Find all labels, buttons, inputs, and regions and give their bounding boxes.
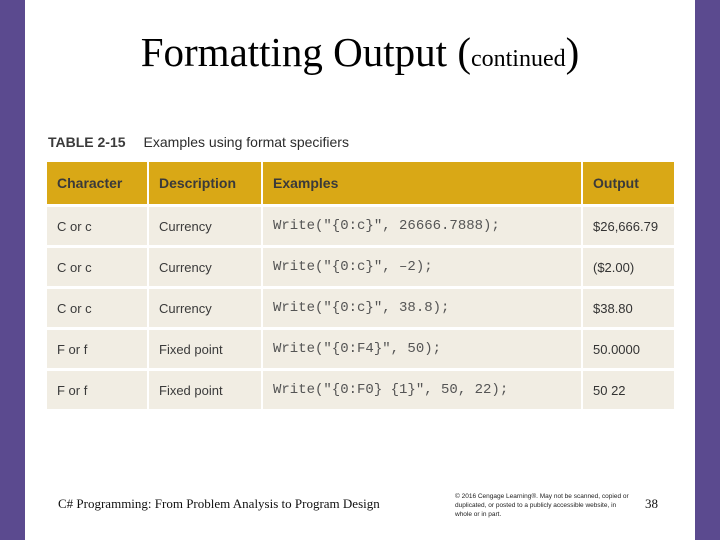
cell-example: Write("{0:F0} {1}", 50, 22);: [262, 370, 582, 410]
title-close-paren: ): [565, 29, 580, 75]
table-row: [47, 247, 674, 288]
cell-example: Write("{0:c}", –2);: [262, 247, 582, 288]
table-row: [47, 370, 674, 410]
cell-output: 50 22: [582, 370, 674, 410]
cell-description: Fixed point: [148, 370, 262, 410]
cell-description: Currency: [148, 247, 262, 288]
header-character: Character: [47, 162, 148, 206]
cell-output: 50.0000: [582, 329, 674, 370]
cell-output: $26,666.79: [582, 206, 674, 247]
table-row: [47, 329, 674, 370]
table-header-row: [47, 162, 674, 206]
cell-character: C or c: [47, 206, 148, 247]
header-examples: Examples: [262, 162, 582, 206]
cell-output: $38.80: [582, 288, 674, 329]
table-row: [47, 288, 674, 329]
cell-character: C or c: [47, 288, 148, 329]
footer-copyright: © 2016 Cengage Learning®. May not be scanned, copied or duplicated, or posted to a publicly accessible website, in whole or in part.: [455, 493, 629, 518]
table-row: [47, 206, 674, 247]
format-specifier-table: [47, 162, 674, 409]
cell-output: ($2.00): [582, 247, 674, 288]
slide-title: [25, 26, 695, 85]
title-main: Formatting Output (: [140, 29, 471, 75]
right-accent-bar: [695, 0, 720, 540]
page-number: 38: [645, 496, 658, 511]
title-continued: continued: [470, 46, 566, 72]
footer-book-title: C# Programming: From Problem Analysis to Program Design: [58, 496, 380, 511]
cell-character: F or f: [47, 329, 148, 370]
cell-character: C or c: [47, 247, 148, 288]
header-output: Output: [582, 162, 674, 206]
cell-description: Fixed point: [148, 329, 262, 370]
cell-description: Currency: [148, 206, 262, 247]
left-accent-bar: [0, 0, 25, 540]
cell-example: Write("{0:c}", 38.8);: [262, 288, 582, 329]
cell-character: F or f: [47, 370, 148, 410]
table-caption: [48, 134, 349, 150]
cell-description: Currency: [148, 288, 262, 329]
cell-example: Write("{0:F4}", 50);: [262, 329, 582, 370]
header-description: Description: [148, 162, 262, 206]
cell-example: Write("{0:c}", 26666.7888);: [262, 206, 582, 247]
table-caption-text: Examples using format specifiers: [143, 134, 349, 150]
table-number: TABLE 2-15: [48, 134, 126, 150]
